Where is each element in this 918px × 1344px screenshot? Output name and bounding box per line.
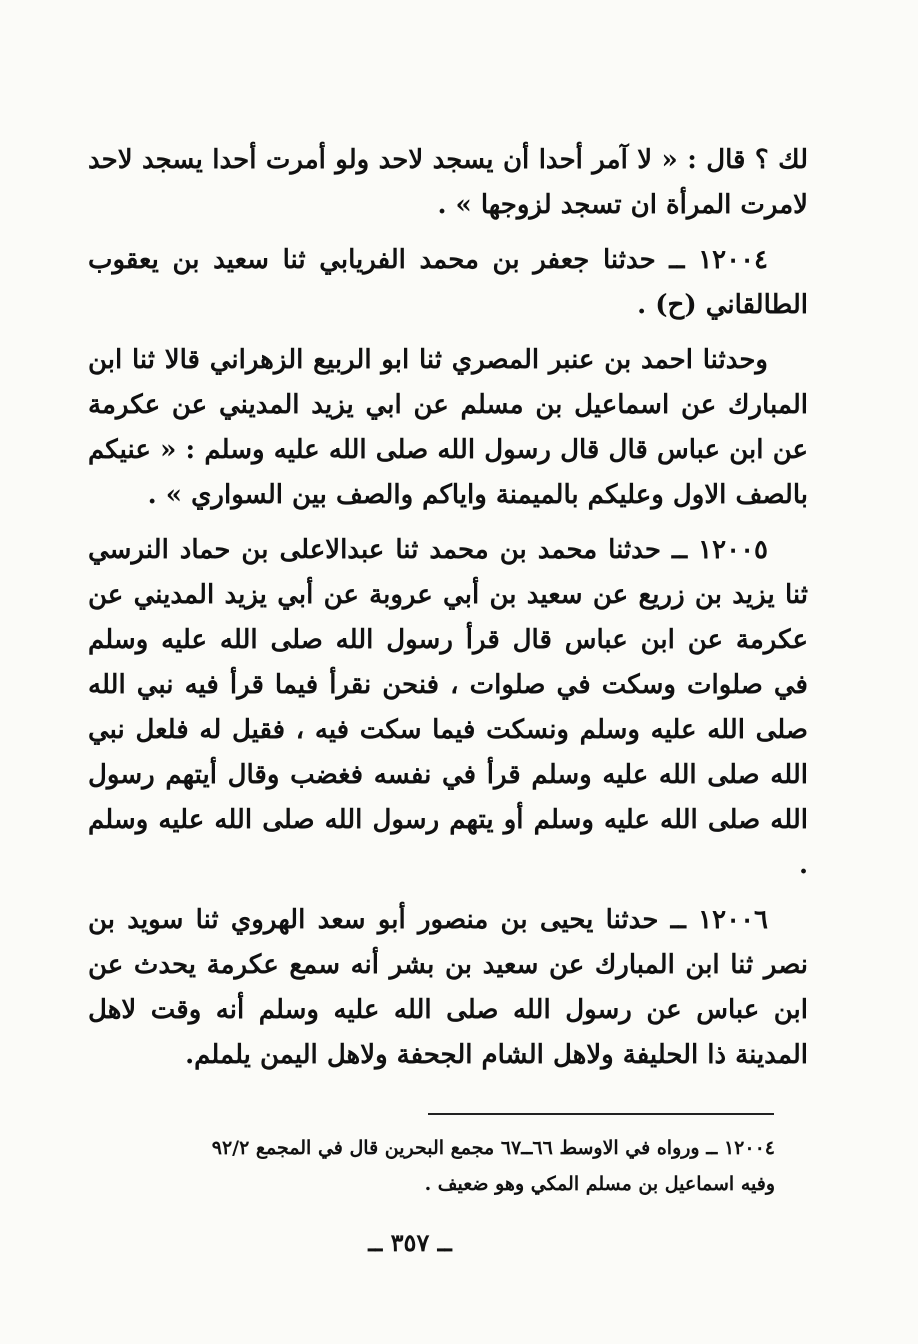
footnote-divider (428, 1113, 774, 1115)
hadith-entry-12005 (88, 528, 808, 888)
hadith-entry-12006 (88, 898, 808, 1078)
footnote-line-2: وفيه اسماعيل بن مسلم المكي وهو ضعيف . (424, 1173, 775, 1195)
footnote (70, 1130, 775, 1202)
entry-number: ١٢٠٠٦ (698, 905, 768, 935)
entry-number: ١٢٠٠٤ (698, 245, 769, 275)
paragraph-continuation (88, 138, 808, 228)
paragraph-text: لك ؟ قال : « لا آمر أحدا أن يسجد لاحد ولو أمرت أحدا يسجد لاحد لامرت المرأة ان تسجد لزوجها » . (88, 145, 808, 220)
page-number: ــ ٣٥٧ ــ (368, 1228, 452, 1257)
entry-number: ١٢٠٠٥ (698, 535, 768, 565)
footnote-line-1: ١٢٠٠٤ ــ ورواه في الاوسط ٦٦ــ٦٧ مجمع البحرين قال في المجمع ٩٢/٢ (211, 1137, 775, 1159)
entry-text: ــ حدثنا يحيى بن منصور أبو سعد الهروي ثنا سويد بن نصر ثنا ابن المبارك عن سعيد بن بشر أنه سمع عكرمة يحدث عن ابن عباس عن رسول الله صلى الله عليه وسلم أنه وقت لاهل المدينة ذا الحليفة ولاهل الشام الجحفة ولاهل اليمن يلملم. (88, 905, 808, 1070)
paragraph-text: وحدثنا احمد بن عنبر المصري ثنا ابو الربيع الزهراني قالا ثنا ابن المبارك عن اسماعيل بن مسلم عن ابي يزيد المديني عن عكرمة عن ابن عباس قال قال رسول الله صلى الله عليه وسلم : « عنيكم بالصف الاول وعليكم بالميمنة واياكم والصف بين السواري » . (88, 345, 808, 510)
entry-text: ــ حدثنا جعفر بن محمد الفريابي ثنا سعيد بن يعقوب الطالقاني (ح) . (88, 245, 808, 320)
paragraph-second-chain (88, 338, 808, 518)
hadith-entry-12004 (88, 238, 808, 328)
entry-text: ــ حدثنا محمد بن محمد ثنا عبدالاعلى بن حماد النرسي ثنا يزيد بن زريع عن سعيد بن أبي عروبة عن أبي يزيد المديني عن عكرمة عن ابن عباس قال قرأ رسول الله صلى الله عليه وسلم في صلوات وسكت في صلوات ، فنحن نقرأ فيما قرأ فيه نبي الله صلى الله عليه وسلم ونسكت فيما سكت فيه ، فقيل له فلعل نبي الله صلى الله عليه وسلم قرأ في نفسه فغضب وقال أيتهم رسول الله صلى الله عليه وسلم أو يتهم رسول الله صلى الله عليه وسلم . (88, 535, 808, 880)
body-text (88, 138, 808, 1088)
